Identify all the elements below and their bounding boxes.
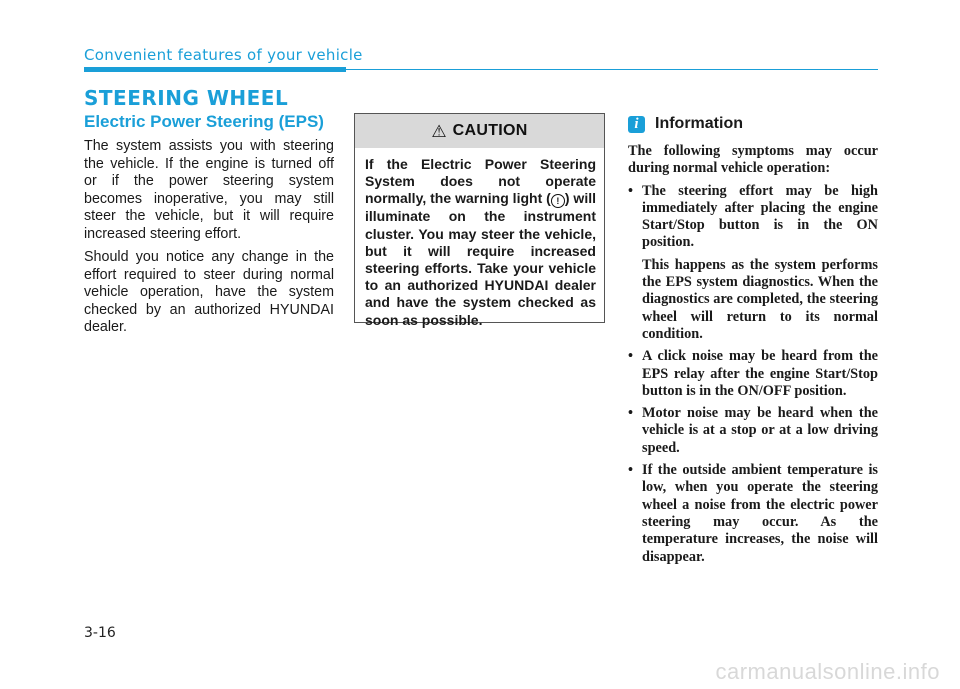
information-title: Information: [655, 115, 743, 132]
header-rule-thin: [346, 69, 878, 70]
symptom-list: [628, 183, 878, 566]
warning-triangle-icon: ⚠: [431, 121, 447, 141]
caution-box: [354, 113, 605, 328]
information-intro: The following symptoms may occur during normal vehicle operation:: [628, 143, 878, 177]
list-item-text: A click noise may be heard from the EPS relay after the engine Start/Stop button is in the ON/OFF position.: [642, 348, 878, 399]
paragraph: The system assists you with steering the vehicle. If the engine is turned off or if the power steering system becomes inoperative, you may still steer the vehicle, but it will require increased steering effort.: [84, 138, 334, 242]
eps-description: [84, 138, 334, 343]
list-item-text: Motor noise may be heard when the vehicle is at a stop or at a low driving speed.: [642, 405, 878, 456]
information-header: [628, 115, 743, 133]
caution-text-part: If the Electric Power Steering System does not operate normally, the warning light (: [365, 156, 596, 207]
caution-text: [355, 148, 604, 329]
watermark: carmanualsonline.info: [715, 659, 940, 684]
paragraph: Should you notice any change in the effort required to steer during normal vehicle operation, have the system checked by an authorized HYUNDAI dealer.: [84, 249, 334, 335]
header-rule-thick: [84, 67, 346, 72]
caution-header: [355, 114, 604, 148]
list-item-text: The steering effort may be high immediately after placing the engine Start/Stop button is in the ON position.: [642, 182, 878, 251]
subsection-title: Electric Power Steering (EPS): [84, 112, 324, 131]
list-item-text: If the outside ambient temperature is low, when you operate the steering wheel a noise from the electric power steering may occur. As the temperature increases, the noise will disappear.: [642, 462, 878, 565]
information-body: [628, 143, 878, 571]
list-item: [628, 348, 878, 400]
list-item: [628, 462, 878, 566]
chapter-header: Convenient features of your vehicle: [84, 46, 363, 64]
page-number: 3-16: [84, 625, 116, 641]
list-item-continuation: This happens as the system performs the EPS system diagnostics. When the diagnostics are completed, the steering wheel will return to its normal condition.: [642, 256, 878, 342]
list-item: [628, 183, 878, 344]
caution-text-part: ) will illuminate on the instrument cluster. You may steer the vehicle, but it will require increased steering efforts. Take your vehicle to an authorized HYUNDAI dealer and have the system checked as soon as possible.: [365, 190, 596, 328]
caution-label: CAUTION: [452, 122, 528, 139]
info-icon: i: [628, 116, 645, 133]
section-title: STEERING WHEEL: [84, 86, 289, 110]
eps-warning-light-icon: !: [551, 194, 565, 208]
list-item: [628, 405, 878, 457]
